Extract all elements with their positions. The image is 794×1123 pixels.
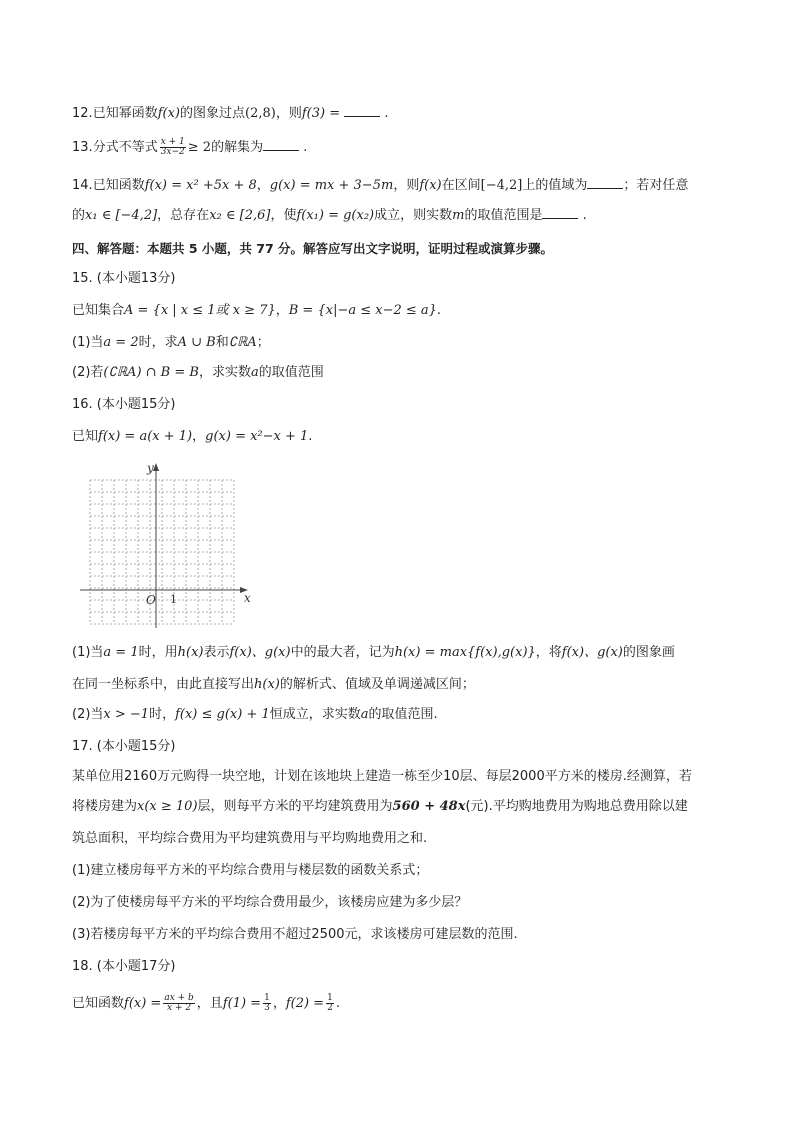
text: 的解析式、值域及单调递减区间；	[279, 677, 475, 692]
question-14-line-1	[72, 176, 688, 195]
math: g(x) = mx + 3−5m	[269, 178, 394, 193]
math: a	[250, 365, 259, 380]
text: ；若对任意	[623, 178, 689, 193]
question-16-header: 16. (本小题15分)	[72, 397, 176, 412]
question-17-stem-line-1: 某单位用2160万元购得一块空地，计划在该地块上建造一栋至少10层、每层2000平方米的楼房.经测算，若	[72, 769, 692, 784]
text: 时，求	[138, 335, 178, 350]
answer-blank[interactable]	[263, 138, 299, 151]
text: (1)当	[72, 335, 104, 350]
question-17-part-1: (1)建立楼房每平方米的平均综合费用与楼层数的函数关系式；	[72, 863, 429, 878]
question-17-header: 17. (本小题15分)	[72, 739, 176, 754]
math: f(x)	[419, 178, 442, 193]
text: 的	[72, 208, 86, 223]
text: 分式不等式	[92, 140, 158, 155]
y-axis-arrow	[153, 463, 159, 471]
text: 和	[215, 335, 229, 350]
question-18-header: 18. (本小题17分)	[72, 959, 176, 974]
text: ，	[256, 178, 270, 193]
math: a = 1	[103, 645, 139, 660]
text: 已知函数	[92, 178, 145, 193]
math: x₂ ∈ [2,6]	[209, 208, 271, 223]
question-15-header: 15. (本小题13分)	[72, 271, 176, 286]
question-16-stem	[72, 428, 312, 446]
numerator: ax + b	[164, 993, 194, 1003]
question-15-part-2	[72, 364, 324, 382]
answer-blank[interactable]	[542, 206, 578, 219]
text: 表示	[203, 645, 230, 660]
text: (1)当	[72, 645, 104, 660]
grid-svg	[80, 458, 256, 630]
question-14-line-2	[72, 206, 587, 225]
math: m	[452, 208, 465, 223]
question-18-stem	[72, 994, 340, 1013]
text: 的取值范围.	[368, 707, 438, 722]
text: .	[436, 303, 442, 318]
text: 在区间	[441, 178, 481, 193]
math: h(x)	[254, 677, 280, 692]
math: f(x)、g(x)	[561, 645, 623, 660]
text: ，总存在	[157, 208, 210, 223]
fraction	[326, 994, 334, 1013]
text: (2)若	[72, 365, 104, 380]
math: (2,8)	[245, 106, 276, 121]
text: ，求实数	[198, 365, 251, 380]
math: ∁ℝA	[228, 335, 257, 350]
math: (∁ℝA) ∩ B = B	[103, 365, 199, 380]
question-number: 13.	[72, 140, 93, 155]
math: ≥ 2	[187, 140, 212, 155]
text: 的取值范围是	[464, 208, 543, 223]
text: ，将	[535, 645, 562, 660]
math: x(x ≥ 10)	[137, 799, 198, 814]
text: 已知幂函数	[92, 106, 158, 121]
fraction	[263, 994, 271, 1013]
math: B = {x|−a ≤ x−2 ≤ a}	[288, 303, 437, 318]
text: 的图象画	[622, 645, 675, 660]
question-12	[72, 104, 389, 123]
text: .	[335, 996, 340, 1011]
text: 成立，则实数	[374, 208, 453, 223]
text: 中的最大者，记为	[290, 645, 395, 660]
y-axis-label: y	[147, 461, 154, 475]
text: 上的值域为	[522, 178, 588, 193]
math: h(x) = max{f(x),g(x)}	[394, 645, 536, 660]
text: 的图象过点	[180, 106, 246, 121]
text: 时，用	[138, 645, 178, 660]
denominator: x + 2	[167, 1003, 192, 1013]
numerator: x + 1	[160, 137, 185, 147]
text: .	[308, 429, 313, 444]
text: 的解集为	[211, 140, 264, 155]
text: .	[303, 140, 308, 155]
math: f(x) ≤ g(x) + 1	[175, 707, 270, 722]
text: ，	[192, 429, 206, 444]
text: 恒成立，求实数	[269, 707, 361, 722]
text: 已知	[72, 429, 99, 444]
math: f(2) =	[285, 996, 325, 1011]
text: 在同一坐标系中，由此直接写出	[72, 677, 255, 692]
fraction	[160, 138, 186, 157]
math: A = {x | x ≤ 1或 x ≥ 7}	[124, 303, 276, 318]
answer-blank[interactable]	[587, 176, 623, 189]
numerator: 1	[327, 993, 333, 1003]
math: f(x) =	[124, 996, 162, 1011]
text: ，则	[275, 106, 302, 121]
denominator: 3	[264, 1003, 270, 1013]
math: f(1) =	[222, 996, 262, 1011]
math: f(x) = x² +5x + 8	[144, 178, 257, 193]
text: (2)当	[72, 707, 104, 722]
math: f(x)	[157, 106, 180, 121]
question-16-part-1-line-2	[72, 676, 475, 694]
text: ，且	[196, 996, 223, 1011]
math: h(x)	[177, 645, 204, 660]
question-15-part-1	[72, 334, 270, 352]
question-16-part-1-line-1	[72, 644, 675, 662]
question-17-stem-line-2	[72, 798, 688, 816]
math: x₁ ∈ [−4,2]	[85, 208, 158, 223]
question-17-stem-line-3: 筑总面积，平均综合费用为平均建筑费用与平均购地费用之和.	[72, 831, 428, 846]
x-axis-label: x	[244, 591, 251, 605]
question-number: 12.	[72, 106, 93, 121]
section-header: 四、解答题：本题共 5 小题，共 77 分。解答应写出文字说明，证明过程或演算步骤。	[72, 241, 554, 256]
text: 的取值范围	[258, 365, 324, 380]
denominator: 2	[327, 1003, 333, 1013]
text: 层，则每平方米的平均建筑费用为	[197, 799, 393, 814]
tick-label: 1	[170, 593, 177, 606]
question-17-part-3: (3)若楼房每平方米的平均综合费用不超过2500元，求该楼房可建层数的范围.	[72, 927, 518, 942]
origin-label: O	[146, 593, 156, 607]
denominator: 3x−2	[160, 147, 185, 157]
math: f(3) =	[301, 106, 341, 121]
question-13	[72, 138, 307, 157]
text: ，	[275, 303, 289, 318]
math: f(x) = a(x + 1)	[98, 429, 193, 444]
text: ，则	[393, 178, 420, 193]
text: ，	[272, 996, 286, 1011]
math: [−4,2]	[480, 178, 523, 193]
text: 将楼房建为	[72, 799, 138, 814]
coordinate-grid	[80, 458, 256, 630]
question-16-part-2	[72, 706, 438, 724]
math: A ∪ B	[177, 335, 216, 350]
answer-blank[interactable]	[344, 104, 380, 117]
math: 560 + 48x	[392, 799, 466, 814]
text: ；	[256, 335, 270, 350]
math: f(x)、g(x)	[229, 645, 291, 660]
question-number: 14.	[72, 178, 93, 193]
text: ，使	[270, 208, 297, 223]
question-17-part-2: (2)为了使楼房每平方米的平均综合费用最少，该楼房应建为多少层？	[72, 895, 468, 910]
text: 已知函数	[72, 996, 125, 1011]
grid-lines	[90, 480, 234, 624]
text: 已知集合	[72, 303, 125, 318]
text: (元).平均购地费用为购地总费用除以建	[465, 799, 688, 814]
math: x > −1	[103, 707, 150, 722]
math: g(x) = x²−x + 1	[205, 429, 309, 444]
math: a	[360, 707, 369, 722]
numerator: 1	[264, 993, 270, 1003]
text: .	[384, 106, 389, 121]
fraction	[163, 994, 194, 1013]
text: 时，	[149, 707, 176, 722]
math: a = 2	[103, 335, 139, 350]
math: f(x₁) = g(x₂)	[296, 208, 375, 223]
question-15-stem	[72, 302, 441, 320]
text: .	[582, 208, 587, 223]
